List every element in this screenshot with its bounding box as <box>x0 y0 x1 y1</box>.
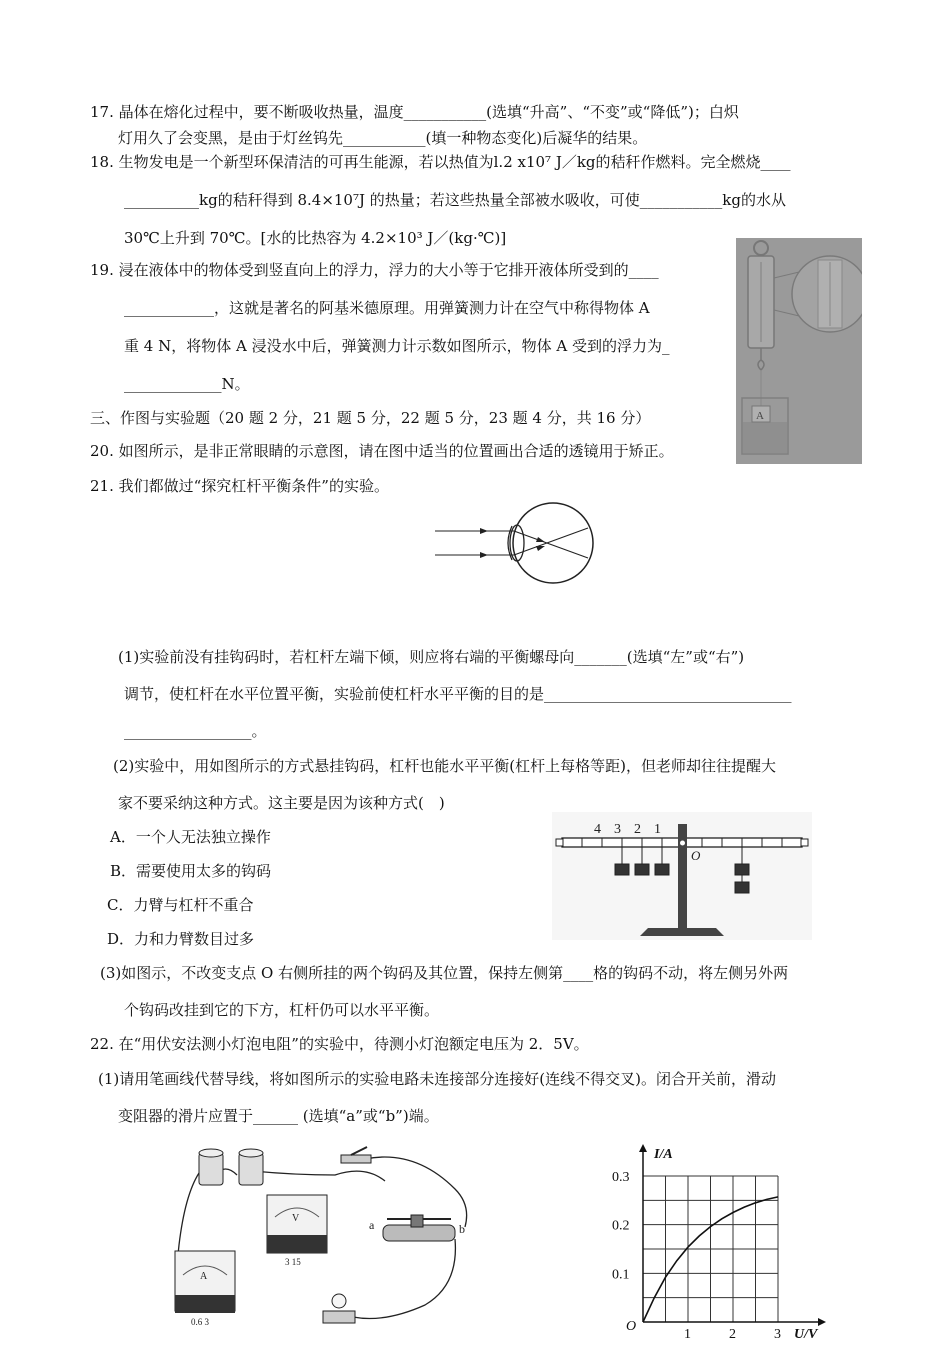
pivot-label: O <box>691 848 701 863</box>
q19-line3: 重 4 N，将物体 A 浸没水中后，弹簧测力计示数如图所示，物体 A 受到的浮力为_ <box>124 337 670 355</box>
q18-line3: 30℃上升到 70℃。[水的比热容为 4.2×10³ J／(kg·℃)] <box>124 229 507 247</box>
lever-diagram <box>552 812 812 940</box>
chart-grid <box>643 1176 778 1322</box>
origin-label: O <box>626 1319 637 1334</box>
q21-part1-line1: (1)实验前没有挂钩码时，若杠杆左端下倾，则应将右端的平衡螺母向_______(选填“左”或“右”) <box>118 648 745 666</box>
tick-4: 4 <box>594 822 601 837</box>
voltmeter-symbol: V <box>292 1213 300 1224</box>
x-tick-label: 1 <box>684 1327 691 1342</box>
voltmeter-scale: 3 15 <box>285 1257 301 1267</box>
x-tick-label: 2 <box>729 1327 736 1342</box>
spring-scale-figure <box>736 238 862 464</box>
q21-part2-line2: 家不要采纳这种方式。这主要是因为该种方式( ) <box>118 794 445 812</box>
q22-part1-line1: (1)请用笔画线代替导线，将如图所示的实验电路未连接部分连接好(连线不得交叉)。闭合开关前，滑动 <box>98 1070 776 1088</box>
y-tick-label: 0.1 <box>612 1267 630 1283</box>
ammeter-scale: 0.6 3 <box>191 1317 209 1327</box>
y-axis-label: I/A <box>654 1147 673 1162</box>
q22-title: 22. 在“用伏安法测小灯泡电阻”的实验中，待测小灯泡额定电压为 2．5V。 <box>90 1035 589 1053</box>
q18-line2: __________kg的秸秆得到 8.4×10⁷J 的热量；若这些热量全部被水吸收，可使___________kg的水从 <box>124 191 786 209</box>
y-tick-label: 0.2 <box>612 1218 630 1234</box>
option-b: B．需要使用太多的钩码 <box>110 862 272 880</box>
x-tick-label: 3 <box>774 1327 781 1342</box>
option-c: C．力臂与杠杆不重合 <box>107 896 254 914</box>
ammeter-symbol: A <box>200 1271 208 1282</box>
q21-part1-line2: 调节，使杠杆在水平位置平衡，实验前使杠杆水平平衡的目的是_________________________________ <box>124 685 792 703</box>
object-a-label: A <box>756 410 764 422</box>
q21-part1-line3: _________________。 <box>124 722 267 740</box>
q21-part3-line2: 个钩码改挂到它的下方，杠杆仍可以水平平衡。 <box>124 1001 440 1019</box>
terminal-a: a <box>369 1218 375 1232</box>
tick-1: 1 <box>654 822 661 837</box>
q17-line2: 灯用久了会变黑，是由于灯丝钨先___________(填一种物态变化)后凝华的结果。 <box>118 129 648 147</box>
x-axis-label: U/V <box>794 1327 818 1342</box>
q22-part1-line2: 变阻器的滑片应置于______ (选填“a”或“b”)端。 <box>118 1107 439 1125</box>
option-d: D．力和力臂数目过多 <box>107 930 255 948</box>
circuit-diagram <box>155 1135 485 1341</box>
q21-title: 21. 我们都做过“探究杠杆平衡条件”的实验。 <box>90 477 389 495</box>
q21-part3-line1: (3)如图示，不改变支点 O 右侧所挂的两个钩码及其位置，保持左侧第____格的钩码不动，将左侧另外两 <box>100 964 789 982</box>
q19-line1: 19. 浸在液体中的物体受到竖直向上的浮力，浮力的大小等于它排开液体所受到的____ <box>90 261 659 279</box>
q19-line4: _____________N。 <box>124 375 250 393</box>
q20-line1: 20. 如图所示，是非正常眼睛的示意图，请在图中适当的位置画出合适的透镜用于矫正。 <box>90 442 674 460</box>
q19-line2: ____________，这就是著名的阿基米德原理。用弹簧测力计在空气中称得物体 A <box>124 299 650 317</box>
q17-line1: 17. 晶体在熔化过程中，要不断吸收热量，温度___________(选填“升高”、“不变”或“降低”)；白炽 <box>90 103 739 121</box>
eye-diagram <box>430 500 605 590</box>
section-3-heading: 三、作图与实验题（20 题 2 分，21 题 5 分，22 题 5 分，23 题 4 分，共 16 分） <box>90 409 651 427</box>
terminal-b: b <box>459 1222 465 1236</box>
q18-line1: 18. 生物发电是一个新型环保清洁的可再生能源，若以热值为l.2 x10⁷ J／kg的秸秆作燃料。完全燃烧____ <box>90 153 791 171</box>
q21-part2-line1: (2)实验中，用如图所示的方式悬挂钩码，杠杆也能水平平衡(杠杆上每格等距)，但老师却往往提醒大 <box>113 757 776 775</box>
tick-2: 2 <box>634 822 641 837</box>
option-a: A．一个人无法独立操作 <box>110 828 271 846</box>
iu-graph <box>608 1142 836 1342</box>
y-tick-label: 0.3 <box>612 1170 630 1185</box>
tick-3: 3 <box>614 822 621 837</box>
